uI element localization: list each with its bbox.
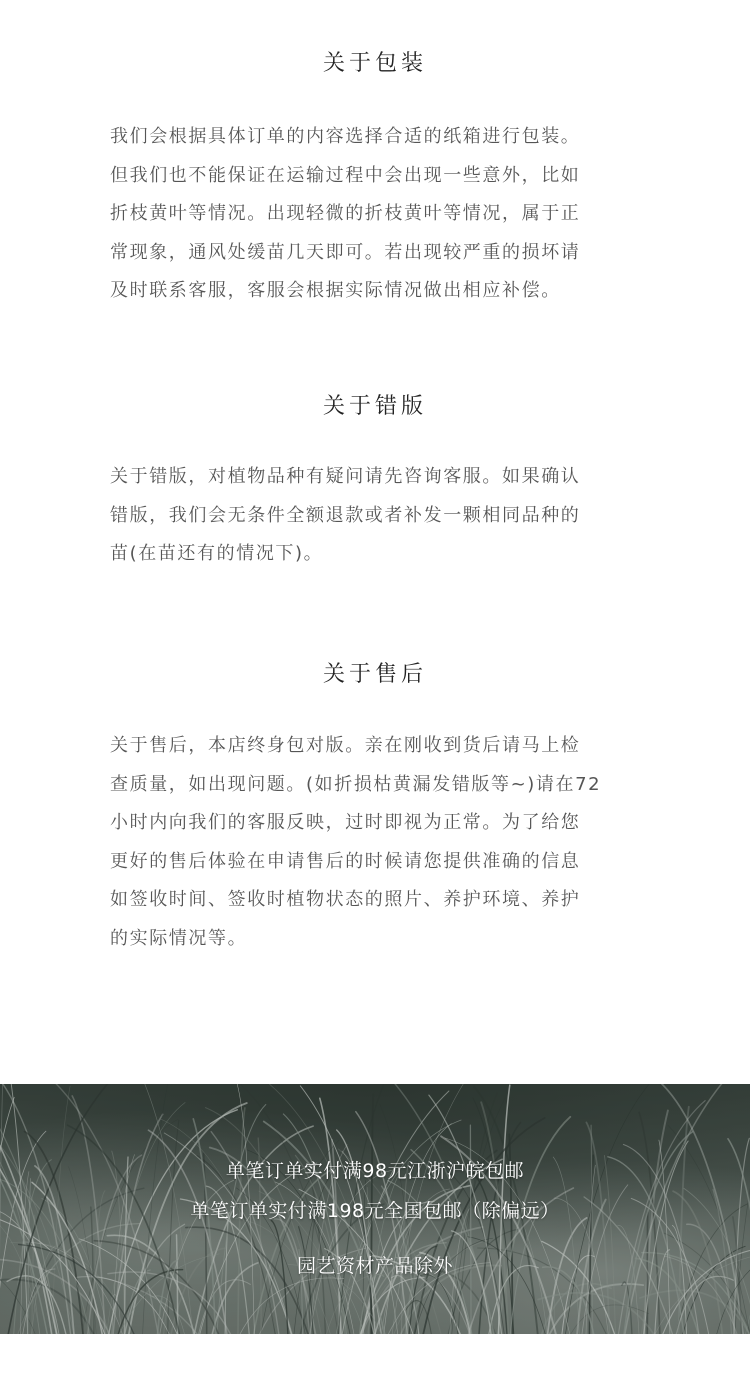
after-sales-line: 如签收时间、签收时植物状态的照片、养护环境、养护 <box>110 889 581 910</box>
wrong-variety-title: 关于错版 <box>322 394 427 419</box>
wrong-variety-text <box>110 458 650 574</box>
packaging-line: 常现象，通风处缓苗几天即可。若出现较严重的损坏请 <box>110 241 581 263</box>
after-sales-line: 更好的售后体验在申请售后的时候请您提供准确的信息 <box>110 850 581 872</box>
after-sales-line: 的实际情况等。 <box>110 927 248 949</box>
packaging-line: 折枝黄叶等情况。出现轻微的折枝黄叶等情况，属于正 <box>110 203 581 224</box>
after-sales-title: 关于售后 <box>322 662 427 687</box>
after-sales-line: 查质量，如出现问题。(如折损枯黄漏发错版等~)请在72 <box>110 773 602 795</box>
after-sales-line: 小时内向我们的客服反映，过时即视为正常。为了给您 <box>110 812 581 833</box>
shipping-line-regional: 单笔订单实付满98元江浙沪皖包邮 <box>225 1160 525 1182</box>
shipping-line-exclusion: 园艺资材产品除外 <box>296 1255 453 1277</box>
packaging-line: 我们会根据具体订单的内容选择合适的纸箱进行包装。 <box>110 126 581 147</box>
shipping-line-national: 单笔订单实付满198元全国包邮（除偏远） <box>190 1200 560 1222</box>
wrong-variety-line: 错版，我们会无条件全额退款或者补发一颗相同品种的 <box>110 504 581 526</box>
packaging-text <box>110 118 650 311</box>
wrong-variety-line: 苗(在苗还有的情况下)。 <box>110 543 324 564</box>
packaging-title: 关于包装 <box>322 51 427 76</box>
wrong-variety-line: 关于错版，对植物品种有疑问请先咨询客服。如果确认 <box>110 466 581 487</box>
after-sales-text <box>110 727 650 958</box>
packaging-line: 及时联系客服，客服会根据实际情况做出相应补偿。 <box>110 280 561 301</box>
shipping-banner <box>0 1084 750 1334</box>
packaging-line: 但我们也不能保证在运输过程中会出现一些意外，比如 <box>110 164 581 186</box>
after-sales-line: 关于售后，本店终身包对版。亲在刚收到货后请马上检 <box>110 735 581 756</box>
